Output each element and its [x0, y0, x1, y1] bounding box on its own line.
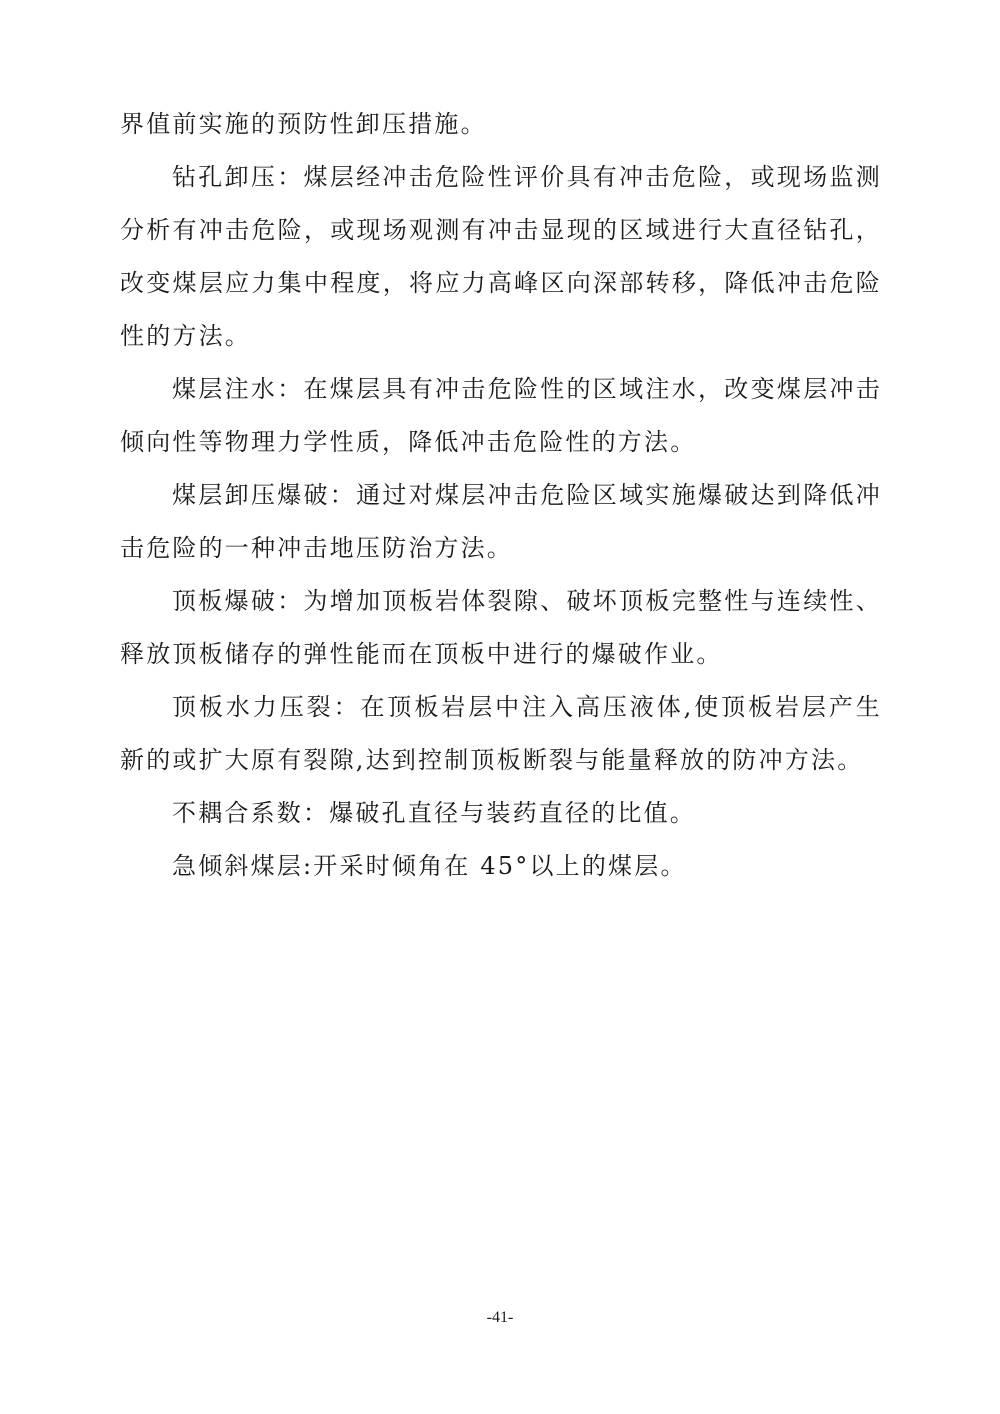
paragraph-coal-seam-water-injection: 煤层注水：在煤层具有冲击危险性的区域注水，改变煤层冲击倾向性等物理力学性质，降低冲击危险性的方法。 — [120, 375, 882, 456]
paragraph-steep-coal-seam: 急倾斜煤层:开采时倾角在 45°以上的煤层。 — [172, 852, 687, 880]
paragraph-drilling-pressure-relief: 钻孔卸压：煤层经冲击危险性评价具有冲击危险，或现场监测分析有冲击危险，或现场观测有冲击显现的区域进行大直径钻孔，改变煤层应力集中程度，将应力高峰区向深部转移，降低冲击危险性的方法。 — [120, 163, 882, 350]
paragraph-coal-seam-relief-blasting: 煤层卸压爆破：通过对煤层冲击危险区域实施爆破达到降低冲击危险的一种冲击地压防治方法。 — [120, 481, 882, 562]
body-text — [120, 98, 882, 893]
paragraph-roof-blasting: 顶板爆破：为增加顶板岩体裂隙、破坏顶板完整性与连续性、释放顶板储存的弹性能而在顶板中进行的爆破作业。 — [120, 587, 882, 668]
paragraph-roof-hydraulic-fracturing: 顶板水力压裂：在顶板岩层中注入高压液体,使顶板岩层产生新的或扩大原有裂隙,达到控制顶板断裂与能量释放的防冲方法。 — [120, 693, 882, 774]
paragraph-decoupling-coefficient: 不耦合系数：爆破孔直径与装药直径的比值。 — [172, 799, 696, 827]
paragraph-continuation: 界值前实施的预防性卸压措施。 — [120, 110, 487, 138]
page-number: -41- — [486, 1309, 514, 1326]
